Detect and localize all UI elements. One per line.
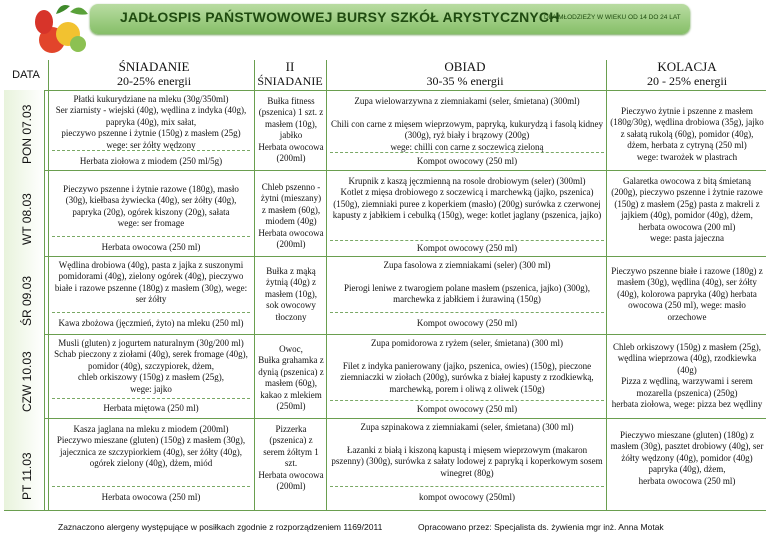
sep	[330, 240, 604, 241]
header-breakfast-title: ŚNIADANIE	[118, 59, 190, 74]
sep	[330, 400, 604, 401]
second-breakfast-tue: Chleb pszenno - żytni (mieszany) z masłem (60g), miodem (40g) Herbata owocowa (200ml)	[258, 182, 324, 250]
col-rule	[254, 60, 255, 510]
sep	[52, 398, 250, 399]
breakfast-drink-wed: Kawa zbożowa (jęczmień, żyto) na mleku (250 ml)	[58, 318, 244, 328]
day-label-wed: ŚR 09.03	[20, 275, 34, 326]
day-label-thu: CZW 10.03	[20, 351, 34, 412]
lunch-wed: Zupa fasolowa z ziemniakami (seler) (300 ml) Pierogi leniwe z twarogiem polane masłem (pszenica, jajko) (300g), marchewka z jabłkiem i żurawiną (150g)	[344, 260, 590, 305]
row-rule	[4, 510, 766, 511]
sep	[52, 236, 250, 237]
header-date: DATA	[12, 69, 40, 81]
second-breakfast-thu: Owoc, Bułka grahamka z dynią (pszenica) z masłem (60g), kakao z mlekiem (250ml)	[258, 344, 324, 412]
row-rule	[4, 256, 766, 257]
sep	[330, 152, 604, 153]
dinner-thu: Chleb orkiszowy (150g) z masłem (25g), wędlina wieprzowa (40g), rzodkiewka (40g) Pizza z wędliną, warzywami i serem mozarella (pszenica) (250g) herbata ziołowa, wege: pizza bez wędliny	[611, 342, 763, 410]
breakfast-tue: Pieczywo pszenne i żytnie razowe (180g), masło (30g), kiełbasa żywiecka (40g), ser żółty (40g), papryka (20g), ogórek kiszony (20g), sałata wege: ser fromage	[63, 184, 239, 229]
sep	[52, 486, 250, 487]
breakfast-drink-thu: Herbata miętowa (250 ml)	[103, 403, 199, 413]
dinner-tue: Galaretka owocowa z bitą śmietaną (200g), pieczywo pszenne i żytnie razowe (150g) z masłem (25g) pasta z makreli z jajkiem (40g), pomidor (40g), dżem, herbata owocowa (200 ml) wege: pasta jajeczna	[611, 176, 763, 244]
footer-allergens-note: Zaznaczono alergeny występujące w posiłkach zgodnie z rozporządzeniem 1169/2011	[58, 522, 383, 532]
breakfast-drink-mon: Herbata ziołowa z miodem (250 ml/5g)	[79, 156, 223, 166]
header-second-breakfast	[254, 60, 326, 88]
day-label-fri: PT 11.03	[20, 452, 34, 500]
breakfast-drink-fri: Herbata owocowa (250 ml)	[101, 492, 201, 502]
lunch-fri: Zupa szpinakowa z ziemniakami (seler, śmietana) (300 ml) Łazanki z białą i kiszoną kapustą i mięsem wieprzowym (makaron pszenny) (300g), surówka z sałaty lodowej z papryką i koperkowym sosem winegret (80g)	[331, 422, 603, 478]
header-lunch-title: OBIAD	[444, 59, 486, 74]
header-second-title: II	[285, 59, 295, 74]
sep	[52, 312, 250, 313]
breakfast-mon: Płatki kukurydziane na mleku (30g/350ml) Ser ziarnisty - wiejski (40g), wędlina z indyka (40g), papryka (40g), mix sałat, pieczywo pszenne i żytnie (150g) z masłem (25g) wege: ser żółty wędzony	[55, 94, 247, 150]
row-rule	[4, 170, 766, 171]
lunch-drink-wed: Kompot owocowy (250 ml)	[416, 318, 518, 328]
header-lunch	[326, 60, 604, 88]
page-subtitle: DLA MŁODZIEŻY W WIEKU OD 14 DO 24 LAT	[544, 14, 681, 21]
lunch-drink-tue: Kompot owocowy (250 ml)	[416, 243, 518, 253]
lunch-drink-mon: Kompot owocowy (250 ml)	[416, 156, 518, 166]
dinner-wed: Pieczywo pszenne białe i razowe (180g) z masłem (30g), wędlina (40g), ser żółty (40g), kolorowa papryka (40g) herbata owocowa (250 ml), wege: masło orzechowe	[611, 266, 763, 322]
header-dinner	[608, 60, 766, 88]
header-breakfast	[54, 60, 254, 88]
row-rule	[4, 334, 766, 335]
header-dinner-sub: 20 - 25% energii	[646, 74, 728, 88]
lunch-drink-thu: Kompot owocowy (250 ml)	[416, 404, 518, 414]
breakfast-wed: Wędlina drobiowa (40g), pasta z jajka z suszonymi pomidorami (40g), zielony ogórek (40g), pieczywo białe i razowe pszenne (180g) z masłem (30g), wege: ser żółty	[54, 260, 248, 305]
sep	[52, 150, 250, 151]
header-breakfast-sub: 20-25% energii	[116, 74, 192, 88]
dinner-mon: Pieczywo żytnie i pszenne z masłem (180g/30g), wędlina drobiowa (35g), jajko z sałatą rukolą (60g), pomidor (40g), dżem, herbata z cytryną (250 ml) wege: twarożek w plastrach	[610, 106, 764, 162]
lunch-drink-fri: kompot owocowy (250ml)	[419, 492, 515, 502]
col-rule	[326, 60, 327, 510]
fruit-logo-icon	[30, 0, 98, 60]
page-title: JADŁOSPIS PAŃSTWOWOWEJ BURSY SZKÓŁ ARYSTYCZNYCH	[120, 9, 560, 25]
dinner-fri: Pieczywo mieszane (gluten) (180g) z masłem (30g), pasztet drobiowy (40g), ser żółty wędzony (40g), pomidor (40g) papryka (40g), dżem, herbata owocowa (250 ml)	[610, 430, 764, 486]
second-breakfast-fri: Pizzerka (pszenica) z serem żółtym 1 szt. Herbata owocowa (200ml)	[258, 424, 324, 492]
row-rule	[4, 418, 766, 419]
sep	[330, 486, 604, 487]
sep	[330, 312, 604, 313]
day-label-mon: PON 07.03	[20, 104, 34, 164]
col-rule	[606, 60, 607, 510]
lunch-tue: Krupnik z kaszą jęczmienną na rosole drobiowym (seler) (300ml) Kotlet z mięsa drobiowego z soczewicą i marchewką (jajko, pszenica) (150g), ziemniaki puree z koperkiem (masło) (200g) surówka z czerwonej kapusty z jabłkiem i cebulką (150g), wege: kotlet jaglany (pszenica, jajko)	[332, 176, 602, 221]
header-dinner-title: KOLACJA	[657, 59, 717, 74]
header-lunch-sub: 30-35 % energii	[426, 74, 504, 88]
day-label-tue: WT 08.03	[20, 193, 34, 245]
breakfast-thu: Musli (gluten) z jogurtem naturalnym (30g/200 ml) Schab pieczony z ziołami (40g), serek fromage (40g), pomidor (40g), szczypiorek, dżem, chleb orkiszowy (150g) z masłem (25g), wege: jajko	[54, 338, 248, 394]
breakfast-drink-tue: Herbata owocowa (250 ml)	[101, 242, 201, 252]
col-rule	[48, 60, 49, 510]
breakfast-fri: Kasza jaglana na mleku z miodem (200ml) Pieczywo mieszane (gluten) (150g) z masłem (30g), jajecznica ze szczypiorkiem (40g), ser żółty (40g), ogórek zielony (40g), dżem, miód	[56, 424, 246, 469]
lunch-mon: Zupa wielowarzywna z ziemniakami (seler, śmietana) (300ml) Chili con carne z mięsem wieprzowym, papryką, kukurydzą i fasolą kidney (300g), ryż biały i brązowy (200g) wege: chilli con carne z soczewicą zieloną	[331, 96, 603, 152]
header-rule	[4, 90, 766, 91]
second-breakfast-mon: Bułka fitness (pszenica) 1 szt. z masłem (10g), jabłko Herbata owocowa (200ml)	[258, 96, 324, 164]
footer-author: Opracowano przez: Specjalista ds. żywienia mgr inż. Anna Motak	[418, 522, 664, 532]
lunch-thu: Zupa pomidorowa z ryżem (seler, śmietana) (300 ml) Filet z indyka panierowany (jajko, pszenica, owies) (150g), pieczone ziemniaczki w ziołach (200g), surówka z białej kapusty z rzodkiewką, marchewką, porem i oliwą z oliwek (150g)	[340, 338, 594, 394]
header-second-sub: ŚNIADANIE	[257, 74, 323, 88]
second-breakfast-wed: Bułka z mąką żytnią (40g) z masłem (10g), sok owocowy tłoczony	[265, 266, 317, 322]
